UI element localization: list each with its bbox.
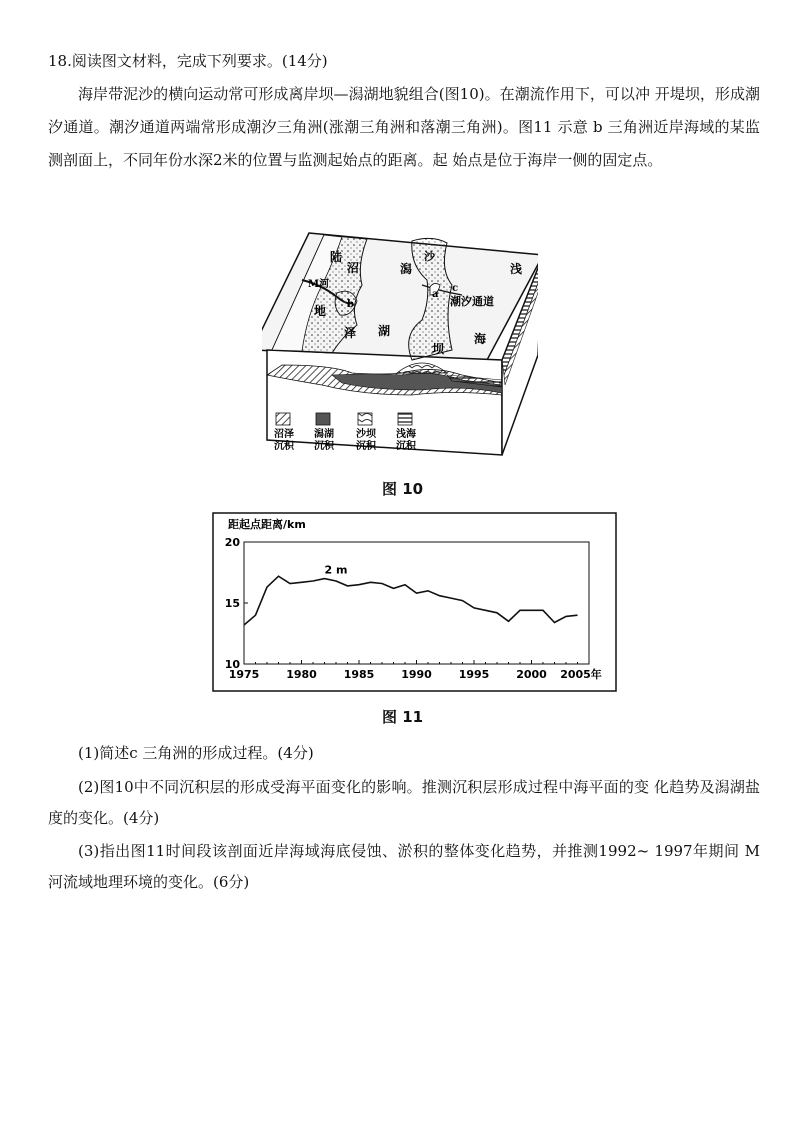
legend-3-line1: 浅海 [396, 429, 416, 440]
y-axis-label: 距起点距离/km [228, 518, 306, 531]
label-sha: 沙 [424, 250, 435, 263]
x-tick-label: 1995 [458, 668, 490, 681]
y-tick-label: 10 [224, 658, 240, 671]
label-m-river: M河 [308, 279, 330, 290]
legend-0-line2: 沉积 [274, 441, 294, 452]
label-hu: 湖 [378, 324, 391, 338]
figure-10-block-diagram [262, 225, 538, 465]
question-heading: 18.阅读图文材料，完成下列要求。(14分) [48, 52, 328, 70]
label-di: 地 [314, 304, 327, 318]
legend-2-line2: 沉积 [356, 441, 376, 452]
x-tick-label: 1985 [343, 668, 375, 681]
x-tick-label: 1980 [286, 668, 317, 681]
figure-11-line-chart [212, 512, 617, 692]
label-ba: 坝 [432, 342, 445, 356]
subquestion-3: (3)指出图11时间段该剖面近岸海域海底侵蚀、淤积的整体变化趋势，并推测1992~ 1997年期间 M 河流域地理环境的变化。(6分) [48, 842, 760, 891]
label-tidal-channel: 潮汐通道 [450, 295, 494, 308]
y-tick-label: 15 [224, 597, 240, 610]
label-lu: 陆 [330, 250, 343, 264]
x-tick-label: 2000 [516, 668, 547, 681]
subquestion-1: (1)简述c 三角洲的形成过程。(4分) [78, 744, 314, 762]
legend-2-line1: 沙坝 [356, 429, 376, 440]
subquestion-2: (2)图10中不同沉积层的形成受海平面变化的影响。推测沉积层形成过程中海平面的变 化趋势及潟湖盐度的变化。(4分) [48, 778, 760, 827]
label-ze: 泽 [344, 326, 357, 340]
material-paragraph: 海岸带泥沙的横向运动常可形成离岸坝—潟湖地貌组合(图10)。在潮流作用下，可以冲 开堤坝，形成潮汐通道。潮汐通道两端常形成潮汐三角洲(涨潮三角洲和落潮三角洲)。图11 示意 b 三角洲近岸海域的某监测剖面上，不同年份水深2米的位置与监测起始点的距离。起 始点是位于海岸一侧的固定点。 [48, 85, 760, 169]
x-tick-label: 1975 [228, 668, 260, 681]
label-b: b [347, 299, 354, 310]
y-tick-label: 20 [224, 536, 240, 549]
label-xie: 潟 [400, 262, 413, 276]
label-qian: 浅 [510, 262, 523, 276]
series-label-2m: 2 m [324, 563, 348, 577]
label-hai: 海 [474, 332, 487, 346]
legend-1-line2: 沉积 [314, 441, 334, 452]
legend-3-line2: 沉积 [396, 441, 416, 452]
label-zhao: 沼 [347, 261, 360, 275]
label-c: c [452, 283, 459, 294]
x-tick-label: 1990 [401, 668, 432, 681]
figure-10-caption: 图 10 [382, 480, 424, 498]
legend-0-line1: 沼泽 [274, 429, 294, 440]
label-a: a [432, 289, 439, 300]
figure-11-caption: 图 11 [382, 708, 424, 726]
x-tick-label: 2005年 [560, 668, 602, 681]
legend-1-line1: 潟湖 [314, 429, 334, 440]
